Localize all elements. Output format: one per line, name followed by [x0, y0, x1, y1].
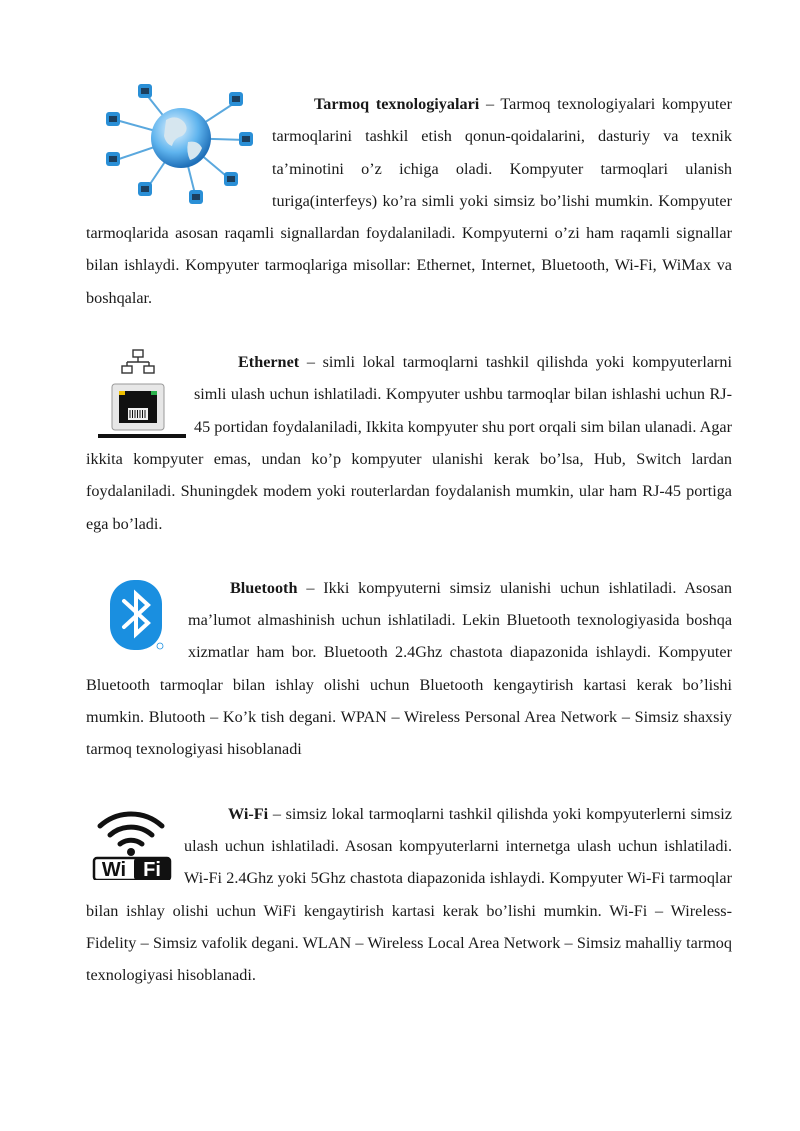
- paragraph: [86, 572, 732, 766]
- document-page: [86, 88, 732, 991]
- wifi-logo-fi: Fi: [143, 858, 161, 880]
- section-network-technologies: [86, 88, 732, 314]
- ethernet-port-icon: [90, 348, 188, 440]
- bluetooth-icon: [86, 574, 182, 654]
- paragraph-body: – Tarmoq texnologiyalari kompyuter tarmoqlarini tashkil etish qonun-qoidalarini, dasturiy va texnik ta’minotini o’z ichiga oladi. Kompyuter tarmoqlari ulanish turiga(interfeys) ko’ra simli yoki simsiz bo’lishi mumkin. Kompyuter tarmoqlarida asosan raqamli signallardan foydalaniladi. Kompyuterni o’zi ham raqamli signallar bilan ishlaydi. Kompyuter tarmoqlariga misollar: Ethernet, Internet, Bluetooth, Wi-Fi, WiMax va boshqalar.: [86, 95, 733, 307]
- paragraph-body: – Ikki kompyuterni simsiz ulanishi uchun ishlatiladi. Asosan ma’lumot almashinish uchun ishlatiladi. Lekin Bluetooth texnologiyasida boshqa xizmatlar ham bor. Bluetooth 2.4Ghz chastota diapazonida ishlaydi. Kompyuter Bluetooth tarmoqlar bilan ishlay olishi uchun Bluetooth kengaytirish kartasi kerak bo’lishi mumkin. Blutooth – Ko’k tish degani. WPAN – Wireless Personal Area Network – Simsiz shaxsiy tarmoq texnologiyasi hisoblanadi: [86, 578, 732, 759]
- paragraph-body: – simli lokal tarmoqlarni tashkil qilishda yoki kompyuterlarni simli ulash uchun ishlatiladi. Kompyuter ushbu tarmoqlar bilan ishlashi uchun RJ-45 portidan foydalaniladi, Ikkita kompyuter shu port orqali sim bilan ulanadi. Agar ikkita kompyuter emas, undan ko’p kompyuter ulanishi kerak bo’lsa, Hub, Switch lardan foydalaniladi. Shuningdek modem yoki routerlardan foydalanish mumkin, ular ham RJ-45 portiga ega bo’ladi.: [86, 353, 732, 533]
- section-bluetooth: [86, 572, 732, 766]
- term-label: Bluetooth: [230, 578, 298, 597]
- term-label: Wi-Fi: [228, 804, 269, 823]
- section-wifi: [86, 798, 732, 992]
- term-label: Ethernet: [238, 353, 300, 372]
- section-ethernet: [86, 346, 732, 540]
- term-label: Tarmoq texnologiyalari: [314, 95, 480, 113]
- wifi-logo-icon: [86, 800, 178, 880]
- network-globe-icon: [86, 80, 256, 208]
- wifi-logo-wi: Wi: [101, 858, 127, 880]
- paragraph-body: – simsiz lokal tarmoqlarni tashkil qilishda yoki kompyuterlerni simsiz ulash uchun ishlatiladi. Asosan kompyuterlarni internetga ulash uchun ishlatiladi. Wi-Fi 2.4Ghz yoki 5Ghz chastota diapazonida ishlaydi. Kompyuter Wi-Fi tarmoqlar bilan ishlay olishi uchun WiFi kengaytirish kartasi kerak bo’lishi mumkin. Wi-Fi – Wireless-Fidelity – Simsiz vafolik degani. WLAN – Wireless Local Area Network – Simsiz mahalliy tarmoq texnologiyasi hisoblanadi.: [86, 804, 732, 985]
- paragraph: [86, 798, 732, 992]
